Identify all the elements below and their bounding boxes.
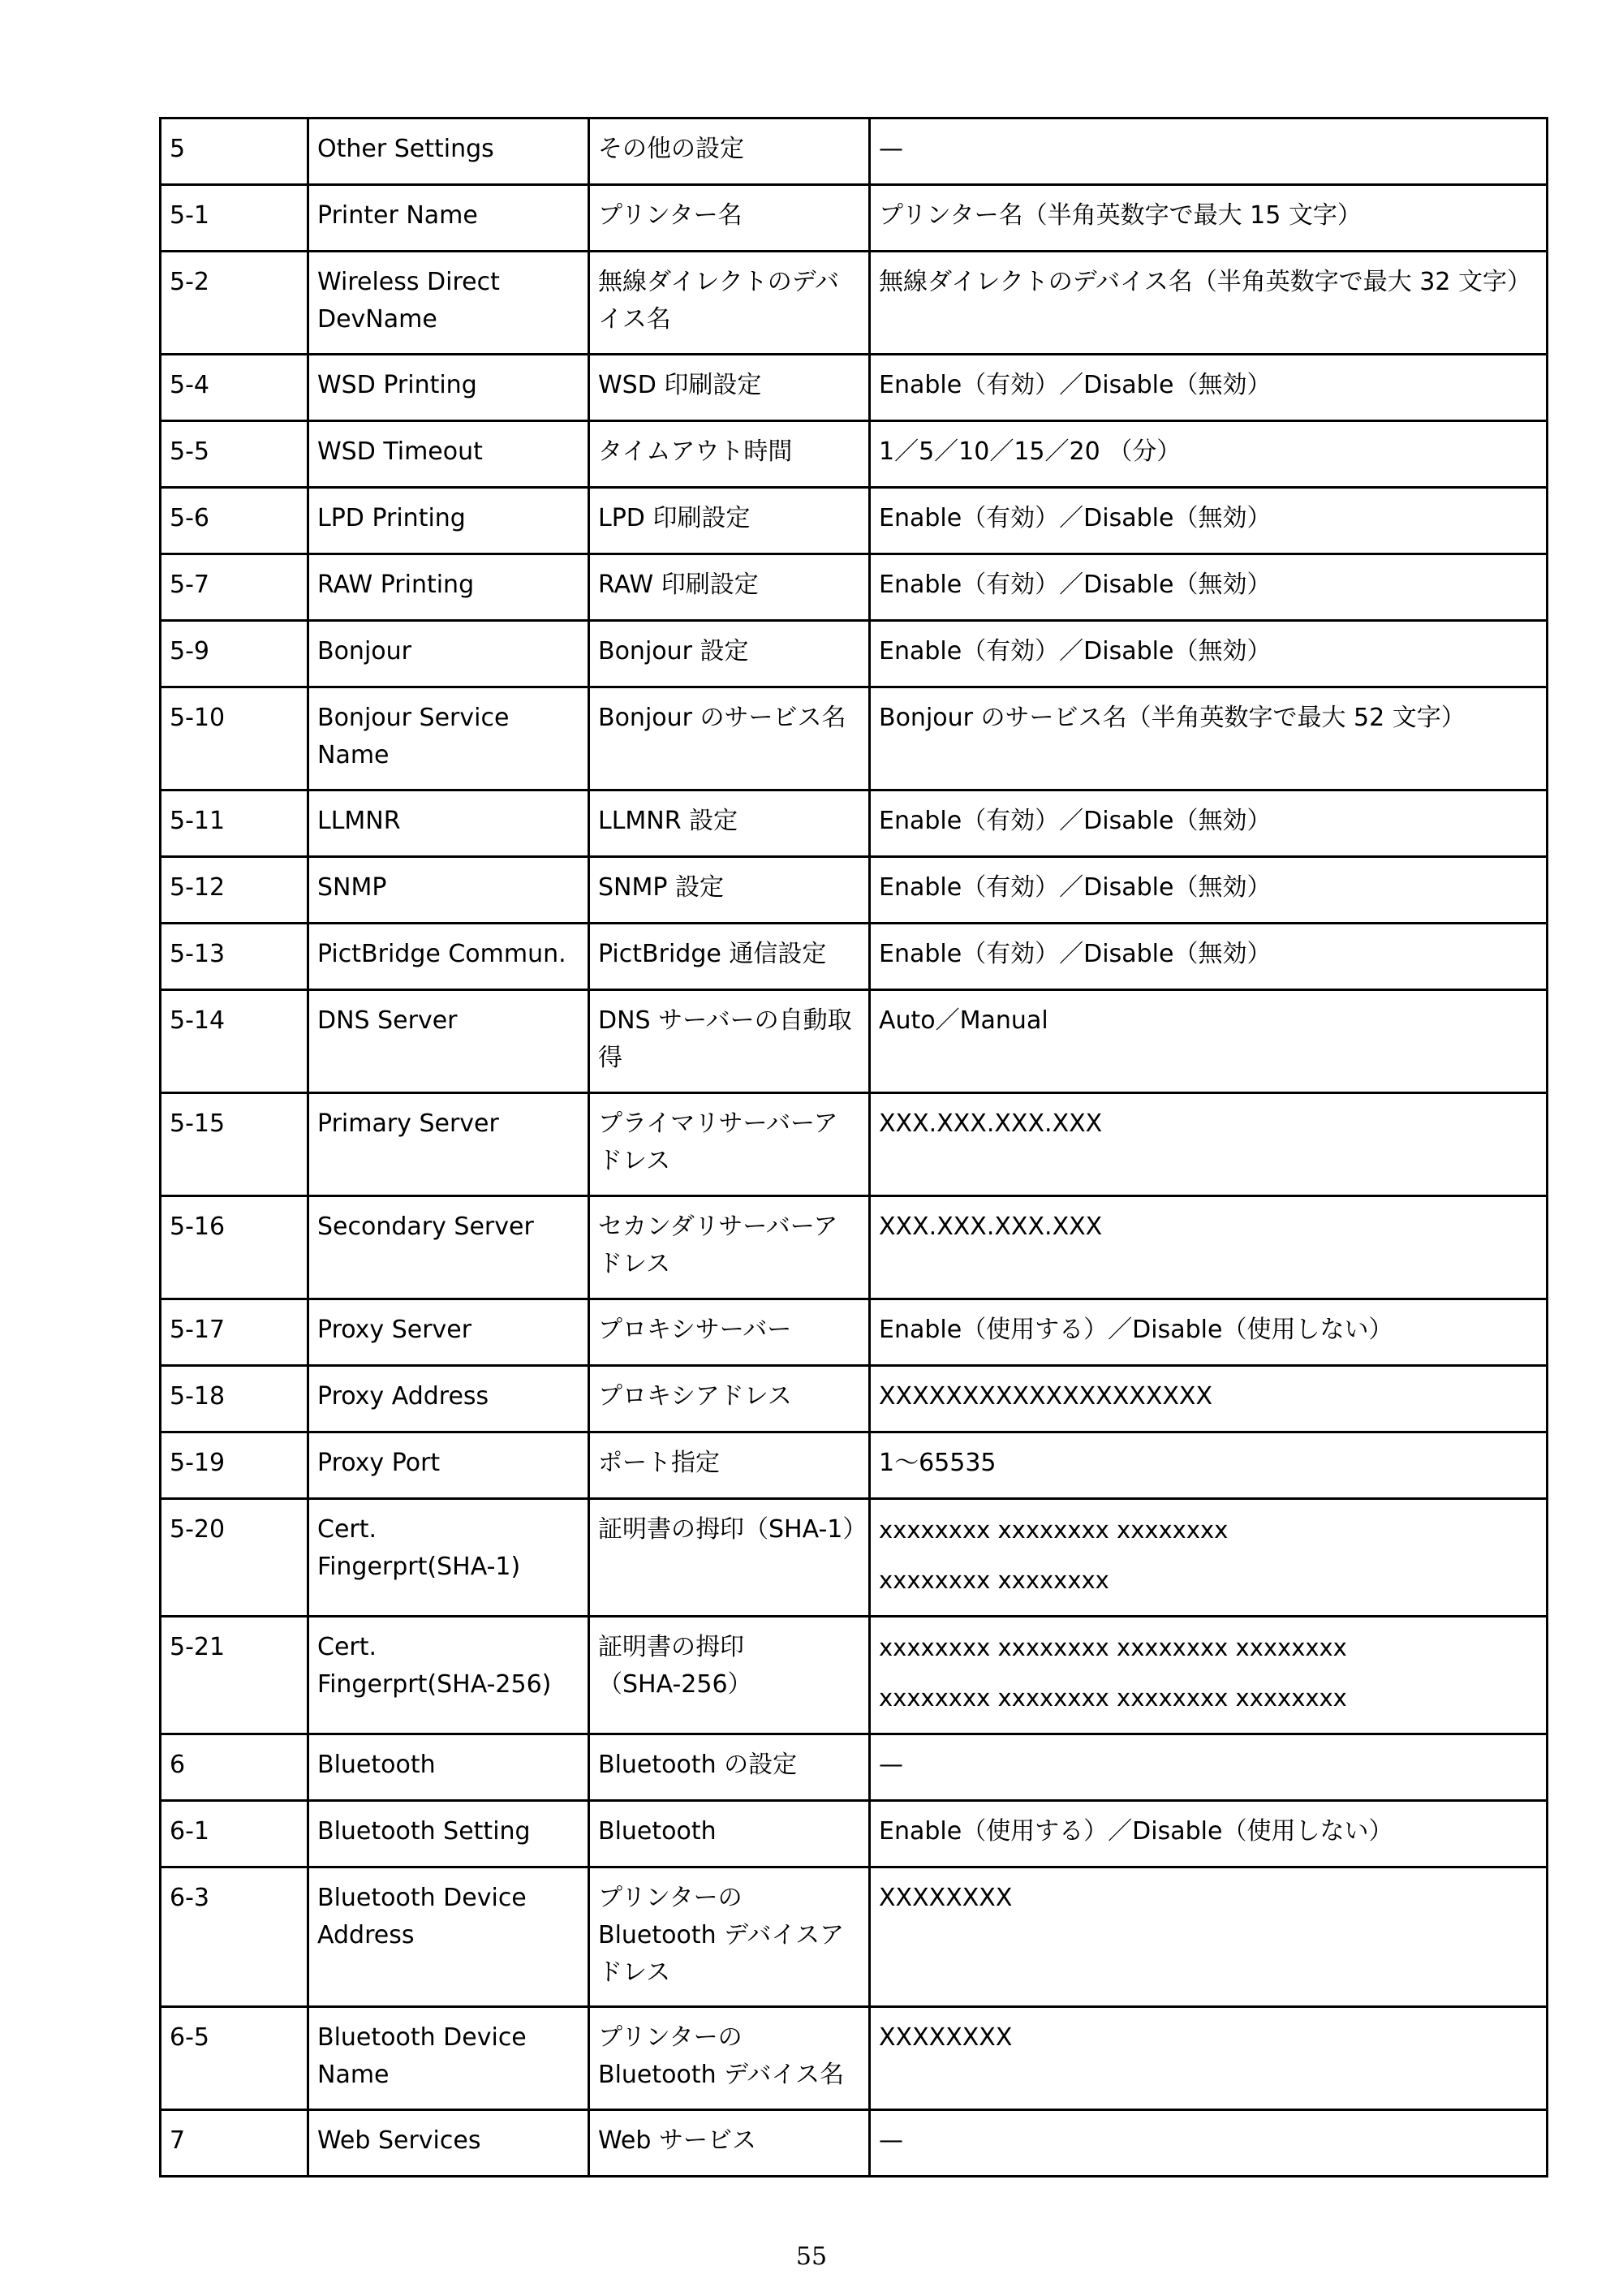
table-row <box>161 554 1548 621</box>
cell-setting-name-line: Primary Server <box>317 1109 499 1138</box>
table-row <box>161 1196 1548 1299</box>
cell-value-line: Enable（有効）／Disable（無効） <box>879 940 1272 968</box>
cell-item-number: 7 <box>161 2110 308 2177</box>
cell-item-number: 5-16 <box>161 1196 308 1299</box>
cell-value <box>870 1801 1548 1867</box>
cell-japanese-name <box>589 355 870 421</box>
cell-item-number: 5-7 <box>161 554 308 621</box>
cell-japanese-name-line: イス名 <box>598 305 671 334</box>
cell-japanese-name <box>589 1617 870 1734</box>
cell-setting-name-line: Bonjour <box>317 637 411 666</box>
cell-japanese-name <box>589 1093 870 1196</box>
cell-setting-name-line: WSD Timeout <box>317 437 483 466</box>
cell-setting-name-line: Bluetooth Device <box>317 1884 527 1912</box>
cell-value-line: Enable（有効）／Disable（無効） <box>879 873 1272 902</box>
cell-setting-name-line: Name <box>317 741 390 769</box>
cell-item-number: 5-21 <box>161 1617 308 1734</box>
cell-item-number: 5-20 <box>161 1499 308 1617</box>
cell-japanese-name <box>589 990 870 1093</box>
cell-setting-name-line: DevName <box>317 305 437 334</box>
table-row <box>161 1734 1548 1801</box>
cell-japanese-name <box>589 185 870 252</box>
cell-japanese-name-line: SNMP 設定 <box>598 873 724 902</box>
cell-value <box>870 185 1548 252</box>
cell-setting-name-line: PictBridge Commun. <box>317 940 566 968</box>
cell-japanese-name-line: 無線ダイレクトのデバ <box>598 268 839 296</box>
cell-japanese-name-line: プリンター名 <box>598 201 743 230</box>
cell-japanese-name-line: （SHA-256） <box>598 1670 752 1699</box>
cell-japanese-name <box>589 1196 870 1299</box>
table-row <box>161 118 1548 185</box>
cell-japanese-name-line: ドレス <box>598 1958 671 1987</box>
cell-japanese-name-line: Web サービス <box>598 2126 756 2155</box>
cell-japanese-name <box>589 2110 870 2177</box>
cell-value <box>870 1499 1548 1617</box>
cell-japanese-name-line: 得 <box>598 1044 622 1072</box>
page-number: 55 <box>795 2242 828 2271</box>
cell-setting-name <box>308 857 589 924</box>
cell-japanese-name <box>589 118 870 185</box>
cell-japanese-name-line: 証明書の拇印 <box>598 1633 744 1661</box>
cell-setting-name-line: Cert. <box>317 1515 377 1544</box>
table-row <box>161 1093 1548 1196</box>
cell-setting-name <box>308 355 589 421</box>
cell-value <box>870 1196 1548 1299</box>
cell-japanese-name-line: PictBridge 通信設定 <box>598 940 827 968</box>
cell-setting-name <box>308 421 589 488</box>
cell-value-line: XXXXXXXX <box>879 2023 1013 2052</box>
cell-value-line: Enable（有効）／Disable（無効） <box>879 637 1272 666</box>
cell-value <box>870 1366 1548 1432</box>
cell-value <box>870 790 1548 857</box>
cell-setting-name <box>308 252 589 355</box>
cell-setting-name <box>308 687 589 790</box>
cell-japanese-name <box>589 1366 870 1432</box>
table-row <box>161 857 1548 924</box>
cell-value <box>870 1617 1548 1734</box>
cell-japanese-name-line: その他の設定 <box>598 135 744 163</box>
table-row <box>161 488 1548 554</box>
cell-setting-name-line: Bluetooth <box>317 1751 436 1779</box>
cell-japanese-name-line: 証明書の拇印（SHA-1） <box>598 1515 867 1544</box>
cell-item-number: 5-4 <box>161 355 308 421</box>
cell-japanese-name <box>589 1801 870 1867</box>
cell-value-line: xxxxxxxx xxxxxxxx <box>879 1566 1109 1594</box>
cell-setting-name <box>308 1734 589 1801</box>
cell-value <box>870 621 1548 687</box>
cell-setting-name <box>308 554 589 621</box>
cell-value <box>870 2110 1548 2177</box>
cell-japanese-name-line: Bonjour 設定 <box>598 637 749 666</box>
cell-value <box>870 1734 1548 1801</box>
cell-value-line: XXXXXXXXXXXXXXXXXXXX <box>879 1382 1213 1411</box>
cell-setting-name <box>308 1432 589 1499</box>
cell-item-number: 6 <box>161 1734 308 1801</box>
cell-item-number: 5-2 <box>161 252 308 355</box>
cell-japanese-name-line: LPD 印刷設定 <box>598 504 751 532</box>
settings-table <box>159 117 1548 2178</box>
cell-setting-name <box>308 621 589 687</box>
cell-setting-name-line: LLMNR <box>317 807 401 835</box>
cell-setting-name <box>308 924 589 990</box>
cell-setting-name <box>308 488 589 554</box>
cell-item-number: 5-19 <box>161 1432 308 1499</box>
table-row <box>161 421 1548 488</box>
cell-value-line: Enable（使用する）／Disable（使用しない） <box>879 1316 1393 1344</box>
cell-japanese-name-line: タイムアウト時間 <box>598 437 793 466</box>
cell-item-number: 5-11 <box>161 790 308 857</box>
cell-japanese-name-line: Bonjour のサービス名 <box>598 704 846 732</box>
cell-item-number: 5-13 <box>161 924 308 990</box>
cell-value-line: XXXXXXXX <box>879 1884 1013 1912</box>
cell-item-number: 6-5 <box>161 2007 308 2110</box>
cell-value-line: Enable（有効）／Disable（無効） <box>879 807 1272 835</box>
cell-setting-name <box>308 1499 589 1617</box>
cell-value-line: XXX.XXX.XXX.XXX <box>879 1109 1103 1138</box>
cell-setting-name-line: Cert. <box>317 1633 377 1661</box>
cell-item-number: 5-9 <box>161 621 308 687</box>
cell-japanese-name <box>589 488 870 554</box>
table-row <box>161 621 1548 687</box>
cell-value <box>870 857 1548 924</box>
cell-japanese-name <box>589 790 870 857</box>
cell-item-number: 5-14 <box>161 990 308 1093</box>
table-row <box>161 185 1548 252</box>
cell-value-line: xxxxxxxx xxxxxxxx xxxxxxxx xxxxxxxx <box>879 1634 1347 1661</box>
cell-value <box>870 1867 1548 2007</box>
cell-japanese-name <box>589 687 870 790</box>
cell-japanese-name-line: プライマリサーバーア <box>598 1109 838 1138</box>
cell-setting-name <box>308 185 589 252</box>
cell-setting-name-line: Web Services <box>317 2126 481 2155</box>
cell-value-line: xxxxxxxx xxxxxxxx xxxxxxxx <box>879 1516 1229 1544</box>
cell-japanese-name <box>589 1432 870 1499</box>
cell-value <box>870 1299 1548 1366</box>
cell-japanese-name <box>589 554 870 621</box>
cell-setting-name-line: Wireless Direct <box>317 268 500 296</box>
cell-setting-name <box>308 1867 589 2007</box>
cell-value-line: 1／5／10／15／20 （分） <box>879 437 1182 466</box>
cell-japanese-name <box>589 621 870 687</box>
cell-japanese-name <box>589 252 870 355</box>
cell-value-line: Enable（有効）／Disable（無効） <box>879 371 1272 399</box>
cell-value <box>870 118 1548 185</box>
cell-setting-name-line: Address <box>317 1921 415 1949</box>
cell-item-number: 5-6 <box>161 488 308 554</box>
cell-setting-name-line: SNMP <box>317 873 387 902</box>
cell-item-number: 6-1 <box>161 1801 308 1867</box>
cell-value-line: xxxxxxxx xxxxxxxx xxxxxxxx xxxxxxxx <box>879 1684 1347 1712</box>
cell-japanese-name-line: プリンターの <box>598 2023 743 2052</box>
cell-japanese-name-line: プリンターの <box>598 1884 743 1912</box>
cell-setting-name <box>308 1299 589 1366</box>
table-row <box>161 2007 1548 2110</box>
cell-setting-name-line: Proxy Address <box>317 1382 489 1411</box>
cell-value-line: Enable（有効）／Disable（無効） <box>879 571 1272 599</box>
cell-item-number: 5-1 <box>161 185 308 252</box>
cell-setting-name <box>308 1801 589 1867</box>
cell-japanese-name-line: Bluetooth デバイス名 <box>598 2061 845 2089</box>
table-row <box>161 687 1548 790</box>
cell-value-line: Enable（有効）／Disable（無効） <box>879 504 1272 532</box>
cell-setting-name-line: Proxy Server <box>317 1316 472 1344</box>
cell-setting-name-line: RAW Printing <box>317 571 475 599</box>
cell-setting-name-line: WSD Printing <box>317 371 477 399</box>
table-row <box>161 355 1548 421</box>
cell-setting-name <box>308 990 589 1093</box>
cell-item-number: 5 <box>161 118 308 185</box>
cell-setting-name <box>308 1196 589 1299</box>
cell-value-line: — <box>879 135 903 163</box>
cell-japanese-name-line: ポート指定 <box>598 1449 720 1477</box>
cell-value-line: Bonjour のサービス名（半角英数字で最大 52 文字） <box>879 704 1466 732</box>
cell-item-number: 5-12 <box>161 857 308 924</box>
cell-value <box>870 421 1548 488</box>
cell-setting-name-line: Other Settings <box>317 135 494 163</box>
cell-setting-name-line: LPD Printing <box>317 504 466 532</box>
cell-setting-name-line: Name <box>317 2061 390 2089</box>
cell-setting-name-line: Bonjour Service <box>317 704 510 732</box>
table-row <box>161 1499 1548 1617</box>
cell-value-line: XXX.XXX.XXX.XXX <box>879 1213 1103 1241</box>
cell-setting-name-line: Bluetooth Device <box>317 2023 527 2052</box>
cell-value <box>870 1432 1548 1499</box>
cell-japanese-name-line: セカンダリサーバーア <box>598 1213 838 1241</box>
cell-value <box>870 554 1548 621</box>
cell-value <box>870 2007 1548 2110</box>
cell-japanese-name <box>589 1299 870 1366</box>
cell-value <box>870 355 1548 421</box>
cell-value <box>870 488 1548 554</box>
table-row <box>161 990 1548 1093</box>
cell-value-line: 1～65535 <box>879 1449 997 1477</box>
cell-setting-name <box>308 790 589 857</box>
cell-setting-name <box>308 1093 589 1196</box>
cell-value-line: — <box>879 1751 903 1779</box>
cell-japanese-name <box>589 2007 870 2110</box>
cell-japanese-name-line: DNS サーバーの自動取 <box>598 1006 852 1035</box>
cell-japanese-name-line: プロキシアドレス <box>598 1382 792 1411</box>
table-row <box>161 1366 1548 1432</box>
cell-item-number: 5-5 <box>161 421 308 488</box>
cell-setting-name-line: Fingerprt(SHA-256) <box>317 1670 552 1699</box>
cell-japanese-name-line: Bluetooth の設定 <box>598 1751 798 1779</box>
cell-value-line: 無線ダイレクトのデバイス名（半角英数字で最大 32 文字） <box>879 268 1531 296</box>
cell-japanese-name <box>589 924 870 990</box>
cell-japanese-name-line: LLMNR 設定 <box>598 807 738 835</box>
cell-setting-name-line: Secondary Server <box>317 1213 534 1241</box>
cell-japanese-name <box>589 421 870 488</box>
cell-japanese-name-line: Bluetooth <box>598 1817 717 1846</box>
cell-setting-name-line: DNS Server <box>317 1006 458 1035</box>
cell-value <box>870 687 1548 790</box>
table-row <box>161 2110 1548 2177</box>
cell-setting-name <box>308 118 589 185</box>
cell-item-number: 6-3 <box>161 1867 308 2007</box>
cell-value <box>870 990 1548 1093</box>
cell-setting-name-line: Printer Name <box>317 201 478 230</box>
cell-setting-name <box>308 2007 589 2110</box>
cell-japanese-name-line: Bluetooth デバイスア <box>598 1921 845 1949</box>
cell-item-number: 5-18 <box>161 1366 308 1432</box>
cell-japanese-name-line: プロキシサーバー <box>598 1316 792 1344</box>
cell-japanese-name <box>589 1499 870 1617</box>
cell-item-number: 5-10 <box>161 687 308 790</box>
table-row <box>161 924 1548 990</box>
cell-japanese-name-line: WSD 印刷設定 <box>598 371 762 399</box>
table-row <box>161 1432 1548 1499</box>
cell-setting-name-line: Proxy Port <box>317 1449 441 1477</box>
table-row <box>161 1299 1548 1366</box>
cell-value-line: Enable（使用する）／Disable（使用しない） <box>879 1817 1393 1846</box>
cell-setting-name <box>308 2110 589 2177</box>
cell-setting-name-line: Bluetooth Setting <box>317 1817 531 1846</box>
cell-japanese-name-line: ドレス <box>598 1250 671 1278</box>
table-row <box>161 790 1548 857</box>
cell-value-line: プリンター名（半角英数字で最大 15 文字） <box>879 201 1362 230</box>
cell-japanese-name <box>589 1734 870 1801</box>
cell-value-line: Auto／Manual <box>879 1006 1048 1035</box>
cell-setting-name <box>308 1366 589 1432</box>
cell-setting-name <box>308 1617 589 1734</box>
cell-value <box>870 1093 1548 1196</box>
table-row <box>161 252 1548 355</box>
cell-japanese-name <box>589 1867 870 2007</box>
cell-japanese-name <box>589 857 870 924</box>
cell-value <box>870 924 1548 990</box>
cell-japanese-name-line: ドレス <box>598 1147 671 1175</box>
cell-japanese-name-line: RAW 印刷設定 <box>598 571 759 599</box>
cell-item-number: 5-15 <box>161 1093 308 1196</box>
cell-value <box>870 252 1548 355</box>
table-row <box>161 1617 1548 1734</box>
table-row <box>161 1867 1548 2007</box>
table-body <box>161 118 1548 2177</box>
table-row <box>161 1801 1548 1867</box>
cell-setting-name-line: Fingerprt(SHA-1) <box>317 1553 521 1581</box>
cell-value-line: — <box>879 2126 903 2155</box>
cell-item-number: 5-17 <box>161 1299 308 1366</box>
